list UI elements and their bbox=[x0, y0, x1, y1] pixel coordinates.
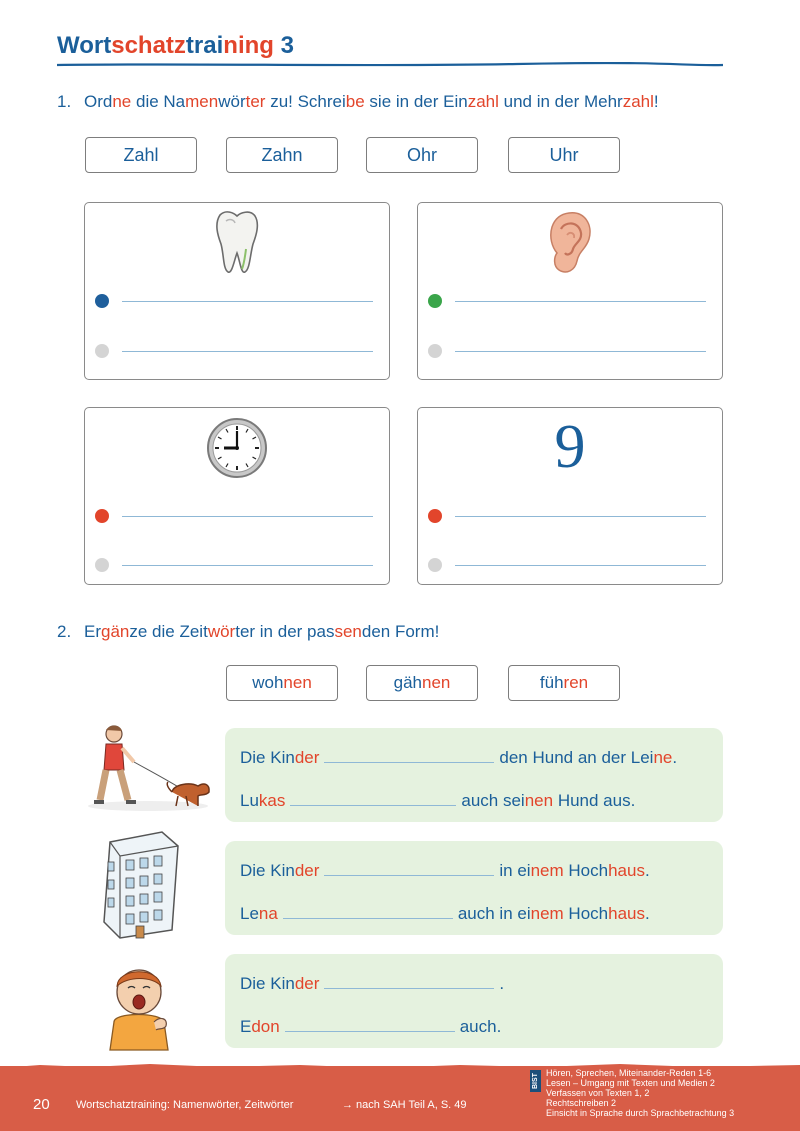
sentence-3b: Edon auch. bbox=[240, 1017, 502, 1036]
bullet-dot bbox=[428, 558, 442, 572]
bist-item: Hören, Sprechen, Miteinander-Reden 1-6 bbox=[546, 1068, 712, 1078]
bullet-dot bbox=[95, 509, 109, 523]
answer-line-singular[interactable] bbox=[95, 294, 373, 308]
answer-line-plural[interactable] bbox=[95, 558, 373, 572]
bullet-dot bbox=[95, 294, 109, 308]
sentence-1a: Die Kinder den Hund an der Leine. bbox=[240, 748, 678, 767]
task-2-instruction: 2. Ergänze die Zeitwörter in der passenden Form! bbox=[57, 622, 440, 641]
card-ear bbox=[417, 202, 723, 380]
task-1-instruction: 1. Ordne die Namenwörter zu! Schreibe sie in der Einzahl und in der Mehrzahl! bbox=[57, 92, 659, 111]
page-number: 20 bbox=[33, 1096, 50, 1113]
bullet-dot bbox=[95, 558, 109, 572]
card-clock bbox=[84, 407, 390, 585]
fill-in-blank[interactable] bbox=[324, 762, 494, 763]
answer-line-singular[interactable] bbox=[95, 509, 373, 523]
highrise-building-illustration bbox=[92, 826, 188, 942]
sentence-panel-3 bbox=[225, 954, 723, 1048]
bullet-dot bbox=[95, 344, 109, 358]
sentence-2a: Die Kinder in einem Hochhaus. bbox=[240, 861, 650, 880]
bist-item: Lesen – Umgang mit Texten und Medien 2 bbox=[546, 1078, 715, 1088]
title-underline bbox=[57, 62, 723, 68]
word-box-zahn: Zahn bbox=[226, 137, 338, 173]
footer-reference: → nach SAH Teil A, S. 49 bbox=[342, 1099, 467, 1111]
word-box-ohr: Ohr bbox=[366, 137, 478, 173]
fill-in-blank[interactable] bbox=[285, 1031, 455, 1032]
fill-in-blank[interactable] bbox=[283, 918, 453, 919]
boy-walking-dog-illustration bbox=[82, 722, 214, 814]
card-tooth bbox=[84, 202, 390, 380]
yawning-boy-illustration bbox=[102, 960, 176, 1052]
answer-line-plural[interactable] bbox=[428, 558, 706, 572]
bullet-dot bbox=[428, 509, 442, 523]
ear-icon bbox=[545, 209, 595, 275]
word-box-uhr: Uhr bbox=[508, 137, 620, 173]
bullet-dot bbox=[428, 294, 442, 308]
bist-badge: BIST bbox=[530, 1070, 541, 1092]
fill-in-blank[interactable] bbox=[324, 875, 494, 876]
page-title: Wortschatztraining 3 bbox=[57, 32, 294, 59]
bist-item: Verfassen von Texten 1, 2 bbox=[546, 1088, 650, 1098]
word-box-wohnen: wohnen bbox=[226, 665, 338, 701]
bist-competency-list bbox=[546, 1068, 734, 1118]
sentence-3a: Die Kinder . bbox=[240, 974, 505, 993]
word-box-zahl: Zahl bbox=[85, 137, 197, 173]
bist-item: Rechtschreiben 2 bbox=[546, 1098, 617, 1108]
bist-item: Einsicht in Sprache durch Sprachbetrachtung 3 bbox=[546, 1108, 735, 1118]
card-nine bbox=[417, 407, 723, 585]
fill-in-blank[interactable] bbox=[324, 988, 494, 989]
clock-icon bbox=[205, 414, 269, 480]
footer-topic: Wortschatztraining: Namenwörter, Zeitwörter bbox=[76, 1099, 294, 1111]
sentence-2b: Lena auch in einem Hochhaus. bbox=[240, 904, 650, 923]
fill-in-blank[interactable] bbox=[290, 805, 456, 806]
answer-line-singular[interactable] bbox=[428, 509, 706, 523]
answer-line-plural[interactable] bbox=[95, 344, 373, 358]
word-box-gaehnen: gähnen bbox=[366, 665, 478, 701]
answer-line-singular[interactable] bbox=[428, 294, 706, 308]
sentence-panel-2 bbox=[225, 841, 723, 935]
sentence-panel-1 bbox=[225, 728, 723, 822]
tooth-icon bbox=[212, 209, 262, 275]
nine-icon: 9 bbox=[554, 413, 586, 481]
bullet-dot bbox=[428, 344, 442, 358]
sentence-1b: Lukas auch seinen Hund aus. bbox=[240, 791, 636, 810]
answer-line-plural[interactable] bbox=[428, 344, 706, 358]
word-box-fuehren: führen bbox=[508, 665, 620, 701]
